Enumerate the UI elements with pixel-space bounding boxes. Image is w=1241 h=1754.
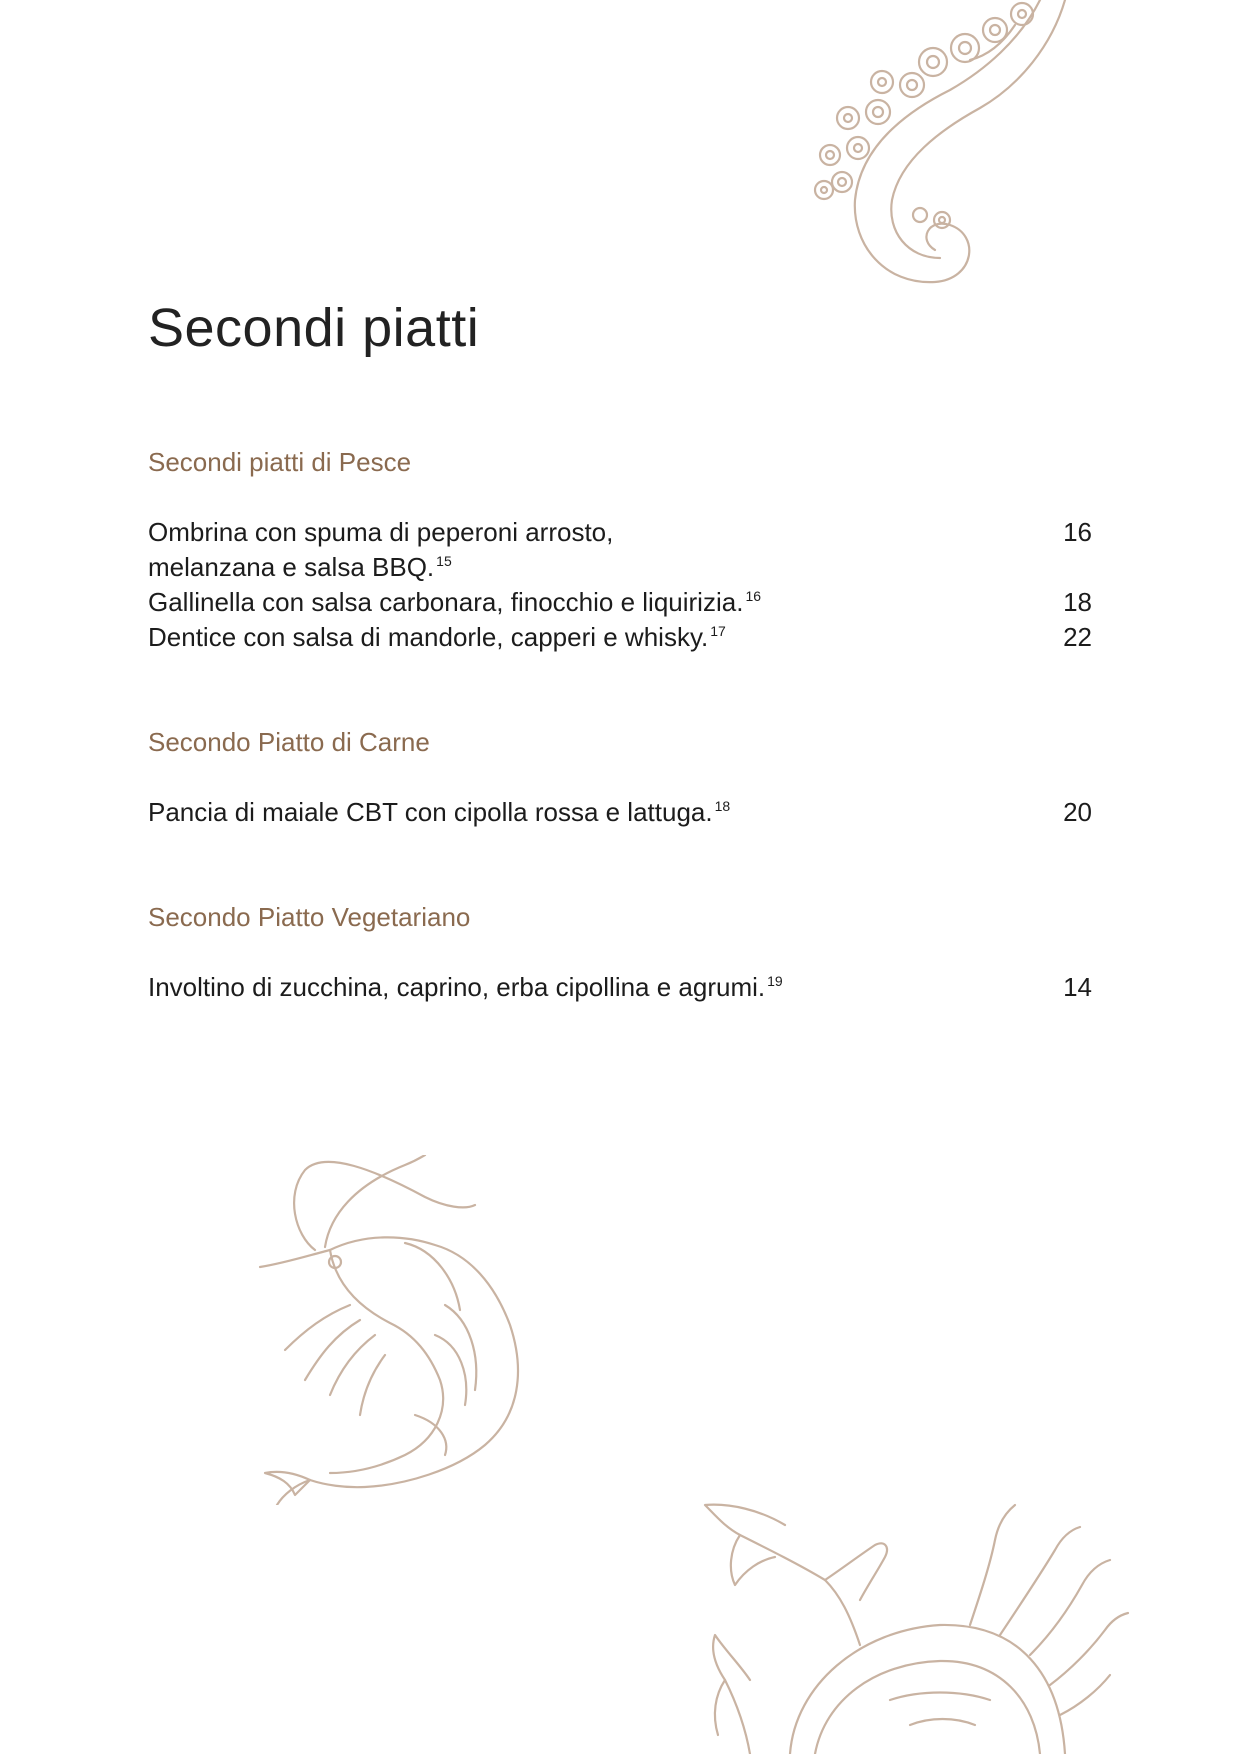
menu-item-name: Ombrina con spuma di peperoni arrosto, melanzana e salsa BBQ. $^{15}$	[148, 517, 614, 582]
menu-item	[148, 620, 1092, 655]
section-title-vegetariano: Secondo Piatto Vegetariano	[148, 902, 471, 932]
allergen-note: 15	[436, 553, 452, 569]
menu-item	[148, 515, 1092, 585]
page-title: Secondi piatti	[148, 298, 480, 359]
section-title-pesce: Secondi piatti di Pesce	[148, 447, 412, 477]
menu-item-name: Gallinella con salsa carbonara, finocchio e liquirizia. $^{16}$	[148, 587, 762, 617]
menu-item-price: 18	[1063, 587, 1092, 617]
allergen-note: 19	[767, 973, 783, 989]
menu-item-price: 16	[1063, 517, 1092, 547]
menu-item-name: Pancia di maiale CBT con cipolla rossa e lattuga. $^{18}$	[148, 797, 731, 827]
menu-item	[148, 795, 1092, 830]
section-title-carne: Secondo Piatto di Carne	[148, 727, 430, 757]
menu-item-price: 20	[1063, 797, 1092, 827]
menu-item-price: 22	[1063, 622, 1092, 652]
menu-item	[148, 585, 1092, 620]
menu-item	[148, 970, 1092, 1005]
menu-item-price: 14	[1063, 972, 1092, 1002]
crab-illustration	[690, 1485, 1130, 1754]
allergen-note: 18	[714, 798, 731, 814]
octopus-tentacle-illustration	[790, 0, 1080, 295]
menu-item-name: Dentice con salsa di mandorle, capperi e whisky. $^{17}$	[148, 622, 726, 652]
allergen-note: 16	[745, 588, 762, 604]
menu-item-name: Involtino di zucchina, caprino, erba cipollina e agrumi. $^{19}$	[148, 972, 783, 1002]
allergen-note: 17	[710, 623, 726, 639]
shrimp-illustration	[255, 1155, 555, 1505]
